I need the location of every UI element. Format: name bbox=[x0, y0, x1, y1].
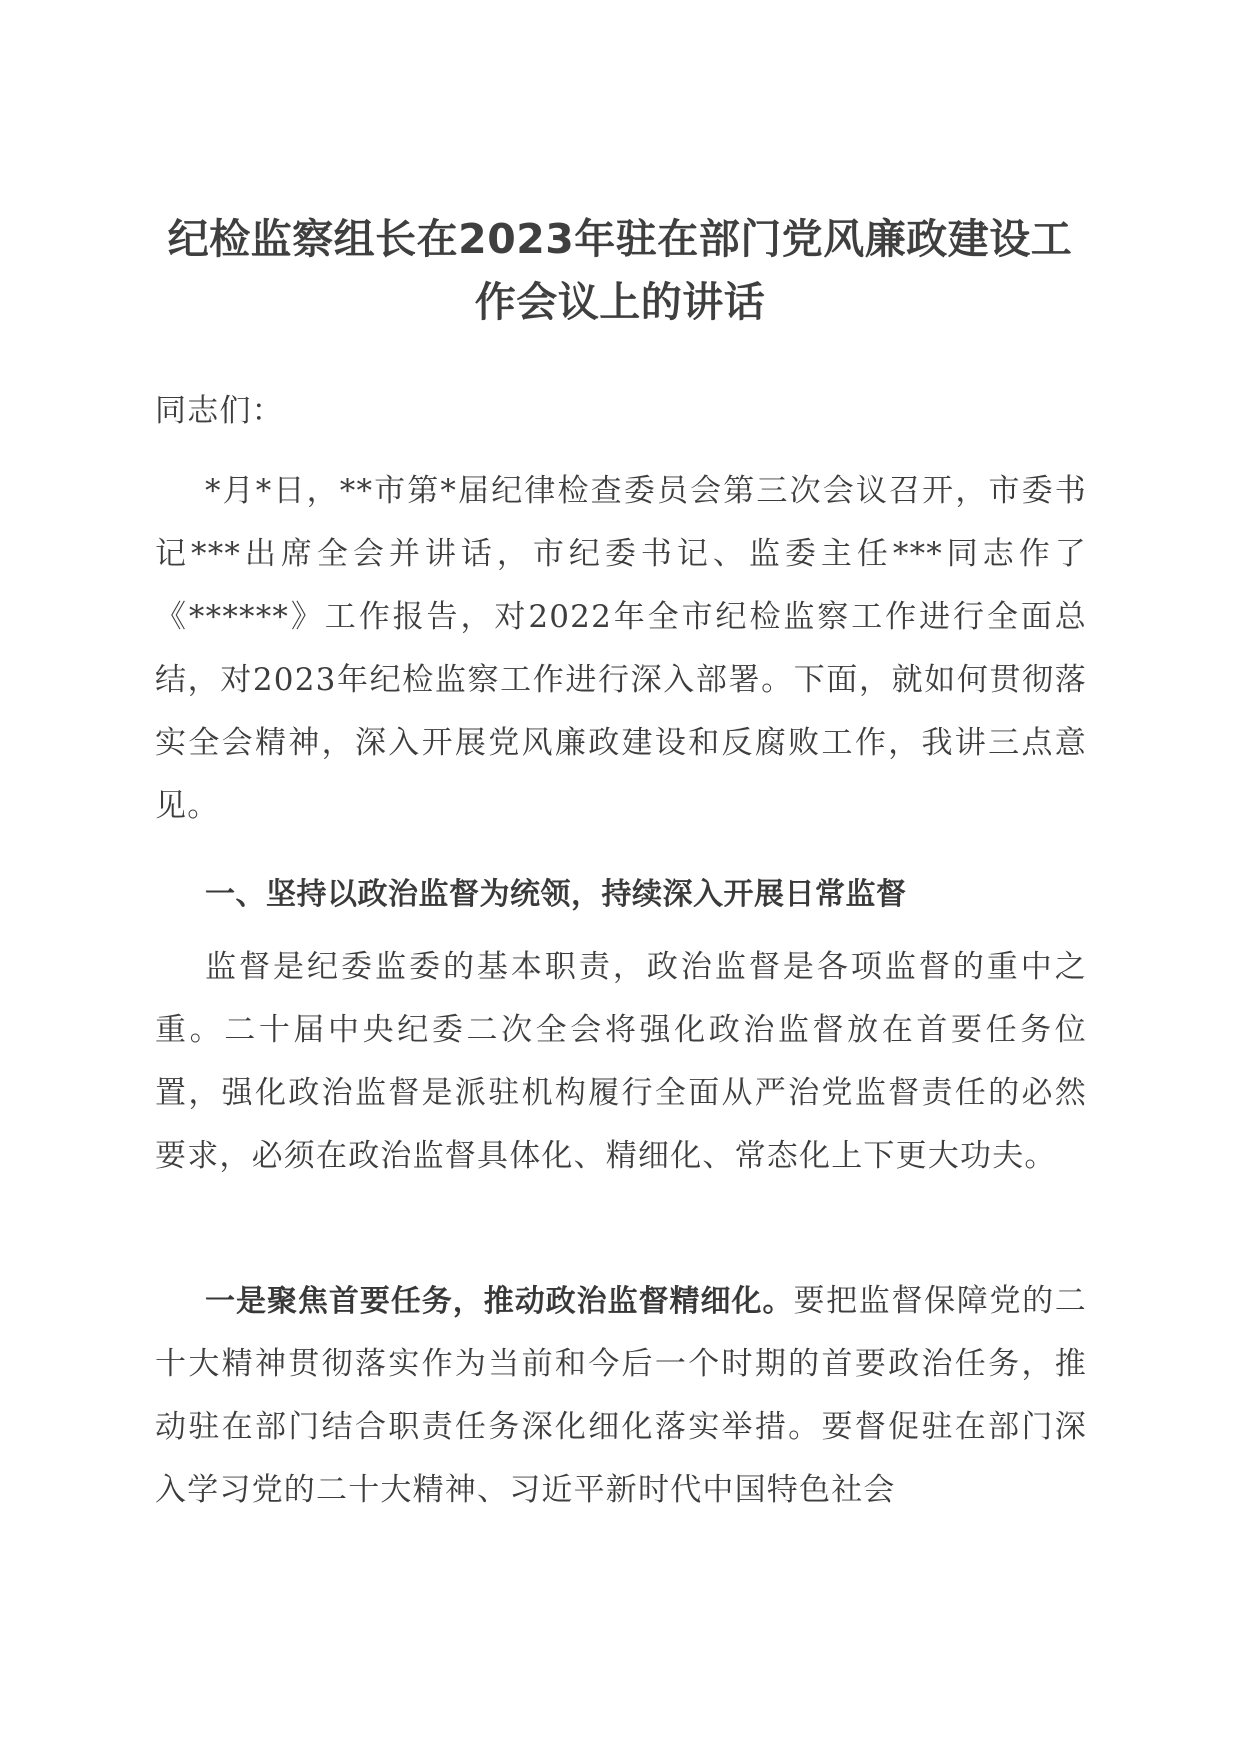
paragraph-first-point bbox=[155, 1270, 1087, 1522]
section-heading-1: 一、坚持以政治监督为统领，持续深入开展日常监督 bbox=[205, 877, 907, 912]
document-title: 纪检监察组长在2023年驻在部门党风廉政建设工作会议上的讲话 bbox=[167, 215, 1073, 326]
paragraph-intro: *月*日，**市第*届纪律检查委员会第三次会议召开，市委书记***出席全会并讲话，市纪委书记、监委主任***同志作了《******》工作报告，对2022年全市纪检监察工作进行全面总结，对2023年纪检监察工作进行深入部署。下面，就如何贯彻落实全会精神，深入开展党风廉政建设和反腐败工作，我讲三点意见。 bbox=[155, 473, 1087, 824]
paragraph-political-supervision: 监督是纪委监委的基本职责，政治监督是各项监督的重中之重。二十届中央纪委二次全会将强化政治监督放在首要任务位置，强化政治监督是派驻机构履行全面从严治党监督责任的必然要求，必须在政治监督具体化、精细化、常态化上下更大功夫。 bbox=[155, 949, 1087, 1174]
paragraph-lead-bold: 一是聚焦首要任务，推动政治监督精细化。 bbox=[205, 1284, 794, 1319]
salutation: 同志们： bbox=[155, 393, 284, 429]
paragraph-body: 要把监督保障党的二十大精神贯彻落实作为当前和今后一个时期的首要政治任务，推动驻在部门结合职责任务深化细化落实举措。要督促驻在部门深入学习党的二十大精神、习近平新时代中国特色社会 bbox=[155, 1283, 1087, 1508]
